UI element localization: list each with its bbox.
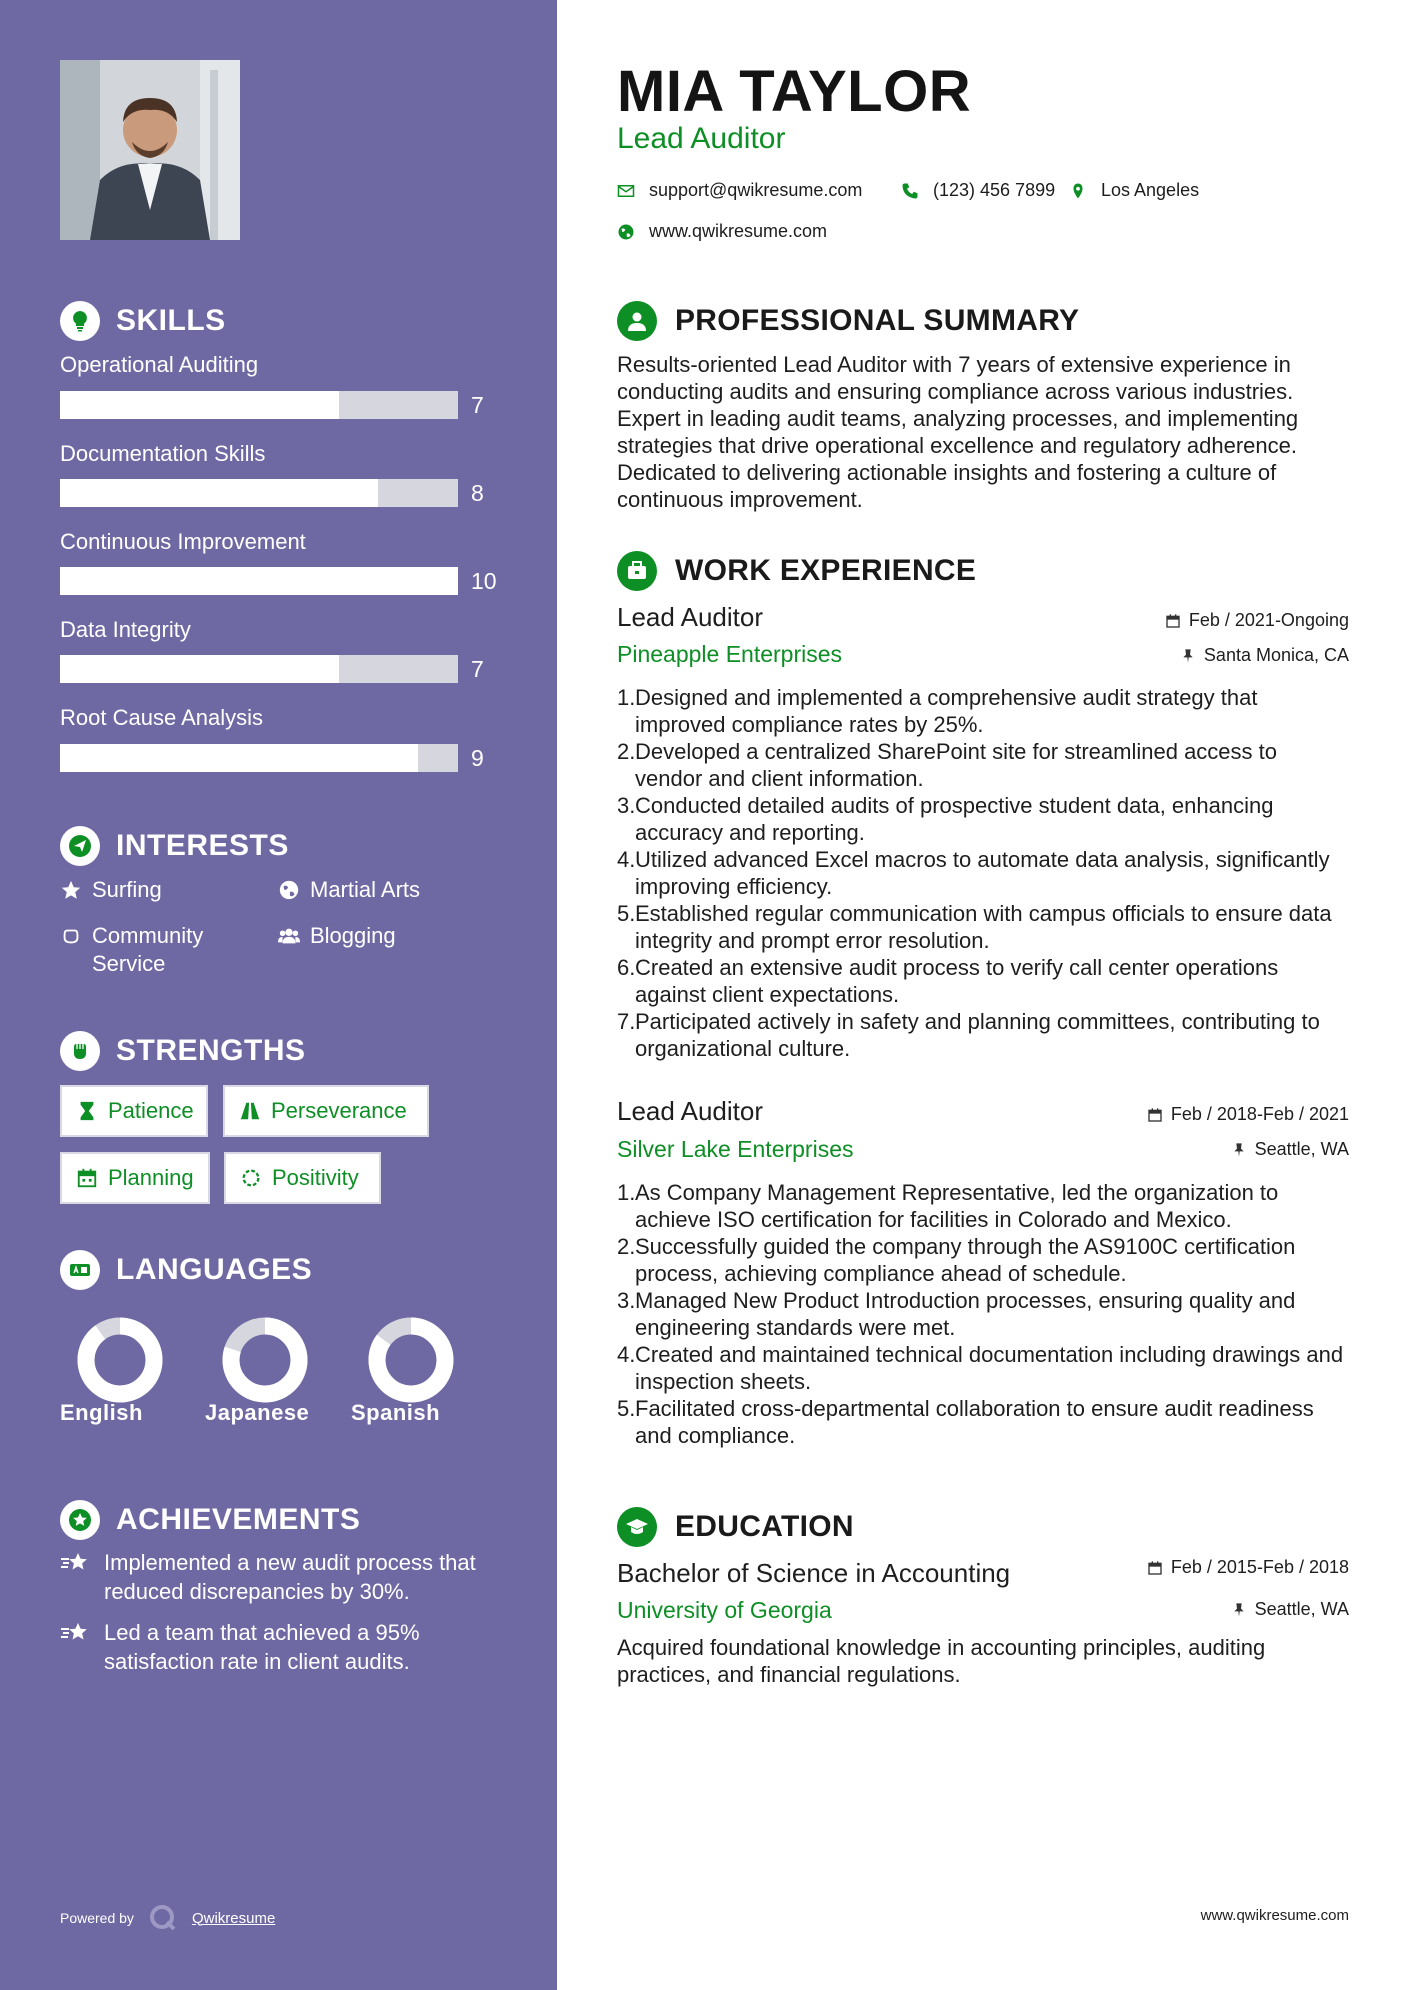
strength-label: Planning [108, 1165, 194, 1190]
interest-label: Surfing [92, 877, 162, 902]
skills-title: SKILLS [116, 304, 226, 337]
school-name: University of Georgia [617, 1597, 832, 1623]
fist-icon [60, 1031, 100, 1071]
language-item [351, 1316, 471, 1425]
strength-badge [224, 1152, 381, 1204]
skill-label: Root Cause Analysis [60, 705, 263, 730]
language-item [60, 1316, 180, 1425]
strength-label: Patience [108, 1098, 194, 1123]
job-bullets [617, 684, 1347, 1062]
skill-bar [60, 391, 458, 419]
job-location [1180, 645, 1349, 666]
skill-bar-fill [60, 655, 339, 683]
interest-label: Blogging [310, 923, 396, 948]
achievement-item [60, 1618, 500, 1676]
achievement-text: Led a team that achieved a 95% satisfaction rate in client audits. [104, 1620, 420, 1674]
education-text: Acquired foundational knowledge in accounting principles, auditing practices, and financial regulations. [617, 1635, 1266, 1687]
envelope-icon [617, 182, 635, 200]
education-title: EDUCATION [675, 1510, 854, 1543]
language-label: English [60, 1400, 143, 1425]
summary-heading [617, 301, 1079, 341]
skill-label: Operational Auditing [60, 352, 259, 377]
contact-email[interactable] [617, 180, 862, 201]
strengths-title: STRENGTHS [116, 1034, 306, 1067]
skills-heading [60, 301, 226, 341]
skill-value: 7 [471, 392, 484, 418]
job-bullet: 1. As Company Management Representative, led the organization to achieve ISO certification for facilities in Colorado and Mexico. [617, 1180, 1279, 1232]
footer-url[interactable]: www.qwikresume.com [1200, 1907, 1349, 1924]
sidebar [0, 0, 557, 1990]
experience-title: WORK EXPERIENCE [675, 554, 977, 587]
summary-text: Results-oriented Lead Auditor with 7 years of extensive experience in conducting audits and ensuring compliance across various industries. Expert in leading audit teams, analyzing processes, and implementing strategies that drive operational excellence and regulatory adherence. Dedicated to delivering actionable insights and fostering a culture of continuous improvement. [617, 352, 1299, 512]
interests-heading [60, 826, 289, 866]
job-title: Lead Auditor [617, 1096, 764, 1126]
skill-bar-fill [60, 567, 458, 595]
degree-title: Bachelor of Science in Accounting [617, 1558, 1011, 1588]
skill-label: Documentation Skills [60, 441, 266, 466]
job-dates [1147, 1104, 1349, 1125]
summary-title: PROFESSIONAL SUMMARY [675, 304, 1080, 337]
interest-label: Community Service [92, 923, 204, 976]
interest-item [60, 922, 250, 978]
briefcase-icon [617, 551, 657, 591]
candidate-role: Lead Auditor [617, 122, 786, 155]
shooting-star-icon [60, 1550, 90, 1576]
strength-badge [223, 1085, 429, 1137]
strengths-heading [60, 1031, 306, 1071]
graduation-icon [617, 1507, 657, 1547]
website-text: www.qwikresume.com [649, 221, 828, 241]
contact-location [1069, 180, 1199, 201]
strength-label: Perseverance [271, 1098, 407, 1123]
contact-website[interactable] [617, 221, 827, 242]
achievement-item [60, 1548, 500, 1606]
education-location-text: Seattle, WA [1254, 1599, 1349, 1619]
powered-by [60, 1903, 275, 1933]
location-text: Los Angeles [1101, 180, 1200, 200]
shooting-star-icon [60, 1620, 90, 1646]
skill-bar [60, 655, 458, 683]
calendar-icon [1147, 1107, 1163, 1123]
strength-label: Positivity [272, 1165, 359, 1190]
email-text: support@qwikresume.com [649, 180, 863, 200]
spinner-icon [240, 1167, 262, 1189]
language-label: Japanese [205, 1400, 310, 1425]
skill-bar [60, 567, 458, 595]
job-bullet: 2. Successfully guided the company through the AS9100C certification process, achieving compliance ahead of schedule. [617, 1234, 1296, 1286]
language-label: Spanish [351, 1400, 441, 1425]
skill-bar [60, 479, 458, 507]
candidate-name: MIA TAYLOR [617, 59, 972, 124]
interest-item [278, 876, 420, 904]
job-bullet: 6. Created an extensive audit process to verify call center operations against client expectations. [617, 955, 1279, 1007]
paper-plane-icon [60, 826, 100, 866]
interest-item [278, 922, 396, 950]
job-bullet: 5. Facilitated cross-departmental collaboration to ensure audit readiness and compliance. [617, 1396, 1314, 1448]
job-title: Lead Auditor [617, 602, 764, 632]
skill-bar-fill [60, 391, 339, 419]
strength-badge [60, 1085, 208, 1137]
users-icon [278, 925, 300, 947]
education-location [1231, 1599, 1349, 1620]
achievements-title: ACHIEVEMENTS [116, 1503, 361, 1536]
education-heading [617, 1507, 854, 1547]
globe-icon [617, 223, 635, 241]
hourglass-icon [76, 1100, 98, 1122]
language-item [205, 1316, 325, 1425]
strength-badge [60, 1152, 210, 1204]
interest-label: Martial Arts [310, 877, 421, 902]
pushpin-icon [1231, 1142, 1247, 1158]
lightbulb-icon [60, 301, 100, 341]
language-donut [221, 1316, 309, 1404]
job-location [1231, 1139, 1349, 1160]
job-dates-text: Feb / 2018-Feb / 2021 [1170, 1104, 1349, 1124]
job-company: Pineapple Enterprises [617, 641, 843, 667]
globe-icon [278, 879, 300, 901]
calendar-icon [1147, 1560, 1163, 1576]
phone-text: (123) 456 7899 [933, 180, 1056, 200]
language-donut [367, 1316, 455, 1404]
job-dates-text: Feb / 2021-Ongoing [1188, 610, 1349, 630]
job-location-text: Seattle, WA [1254, 1139, 1349, 1159]
job-company: Silver Lake Enterprises [617, 1136, 854, 1162]
contact-phone[interactable] [901, 180, 1055, 201]
skill-label: Continuous Improvement [60, 529, 306, 554]
education-dates-text: Feb / 2015-Feb / 2018 [1170, 1557, 1349, 1577]
education-dates [1147, 1557, 1349, 1578]
interests-title: INTERESTS [116, 829, 289, 862]
trophy-star-icon [60, 1500, 100, 1540]
job-dates [1165, 610, 1349, 631]
languages-heading [60, 1250, 312, 1290]
job-bullet: 4. Created and maintained technical documentation including drawings and inspection sheets. [617, 1342, 1344, 1394]
powered-by-label: Powered by [60, 1910, 134, 1926]
interest-item [60, 876, 162, 904]
job-bullet: 3. Managed New Product Introduction processes, ensuring quality and engineering standards were met. [617, 1288, 1296, 1340]
calendar-icon [1165, 613, 1181, 629]
job-bullet: 7. Participated actively in safety and planning committees, contributing to organizational culture. [617, 1009, 1320, 1061]
job-bullet: 4. Utilized advanced Excel macros to automate data analysis, significantly improving efficiency. [617, 847, 1330, 899]
skill-label: Data Integrity [60, 617, 191, 642]
star-icon [60, 879, 82, 901]
qwikresume-logo-icon [148, 1903, 178, 1933]
profile-photo [60, 60, 240, 240]
experience-heading [617, 551, 976, 591]
pushpin-icon [1180, 648, 1196, 664]
job-bullet: 3. Conducted detailed audits of prospective student data, enhancing accuracy and reporting. [617, 793, 1274, 845]
job-location-text: Santa Monica, CA [1203, 645, 1349, 665]
qwikresume-link[interactable]: Qwikresume [191, 1909, 276, 1927]
skill-value: 9 [471, 745, 484, 771]
road-icon [239, 1100, 261, 1122]
job-bullet: 1. Designed and implemented a comprehensive audit strategy that improved compliance rates by 25%. [617, 685, 1258, 737]
calendar-icon [76, 1167, 98, 1189]
skill-value: 10 [471, 568, 497, 594]
user-icon [617, 301, 657, 341]
map-marker-icon [1069, 182, 1087, 200]
skill-value: 7 [471, 656, 484, 682]
job-bullet: 5. Established regular communication with campus officials to ensure data integrity and prompt error resolution. [617, 901, 1332, 953]
phone-icon [901, 182, 919, 200]
language-donut [76, 1316, 164, 1404]
job-bullet: 2. Developed a centralized SharePoint site for streamlined access to vendor and client information. [617, 739, 1278, 791]
achievement-text: Implemented a new audit process that reduced discrepancies by 30%. [104, 1550, 476, 1604]
languages-title: LANGUAGES [116, 1253, 313, 1286]
skill-bar [60, 744, 458, 772]
pushpin-icon [1231, 1602, 1247, 1618]
skill-bar-fill [60, 479, 378, 507]
language-icon [60, 1250, 100, 1290]
skill-bar-fill [60, 744, 418, 772]
achievements-heading [60, 1500, 360, 1540]
main-content [617, 0, 1349, 1990]
hand-icon [60, 925, 82, 947]
skill-value: 8 [471, 480, 484, 506]
job-bullets [617, 1179, 1347, 1449]
